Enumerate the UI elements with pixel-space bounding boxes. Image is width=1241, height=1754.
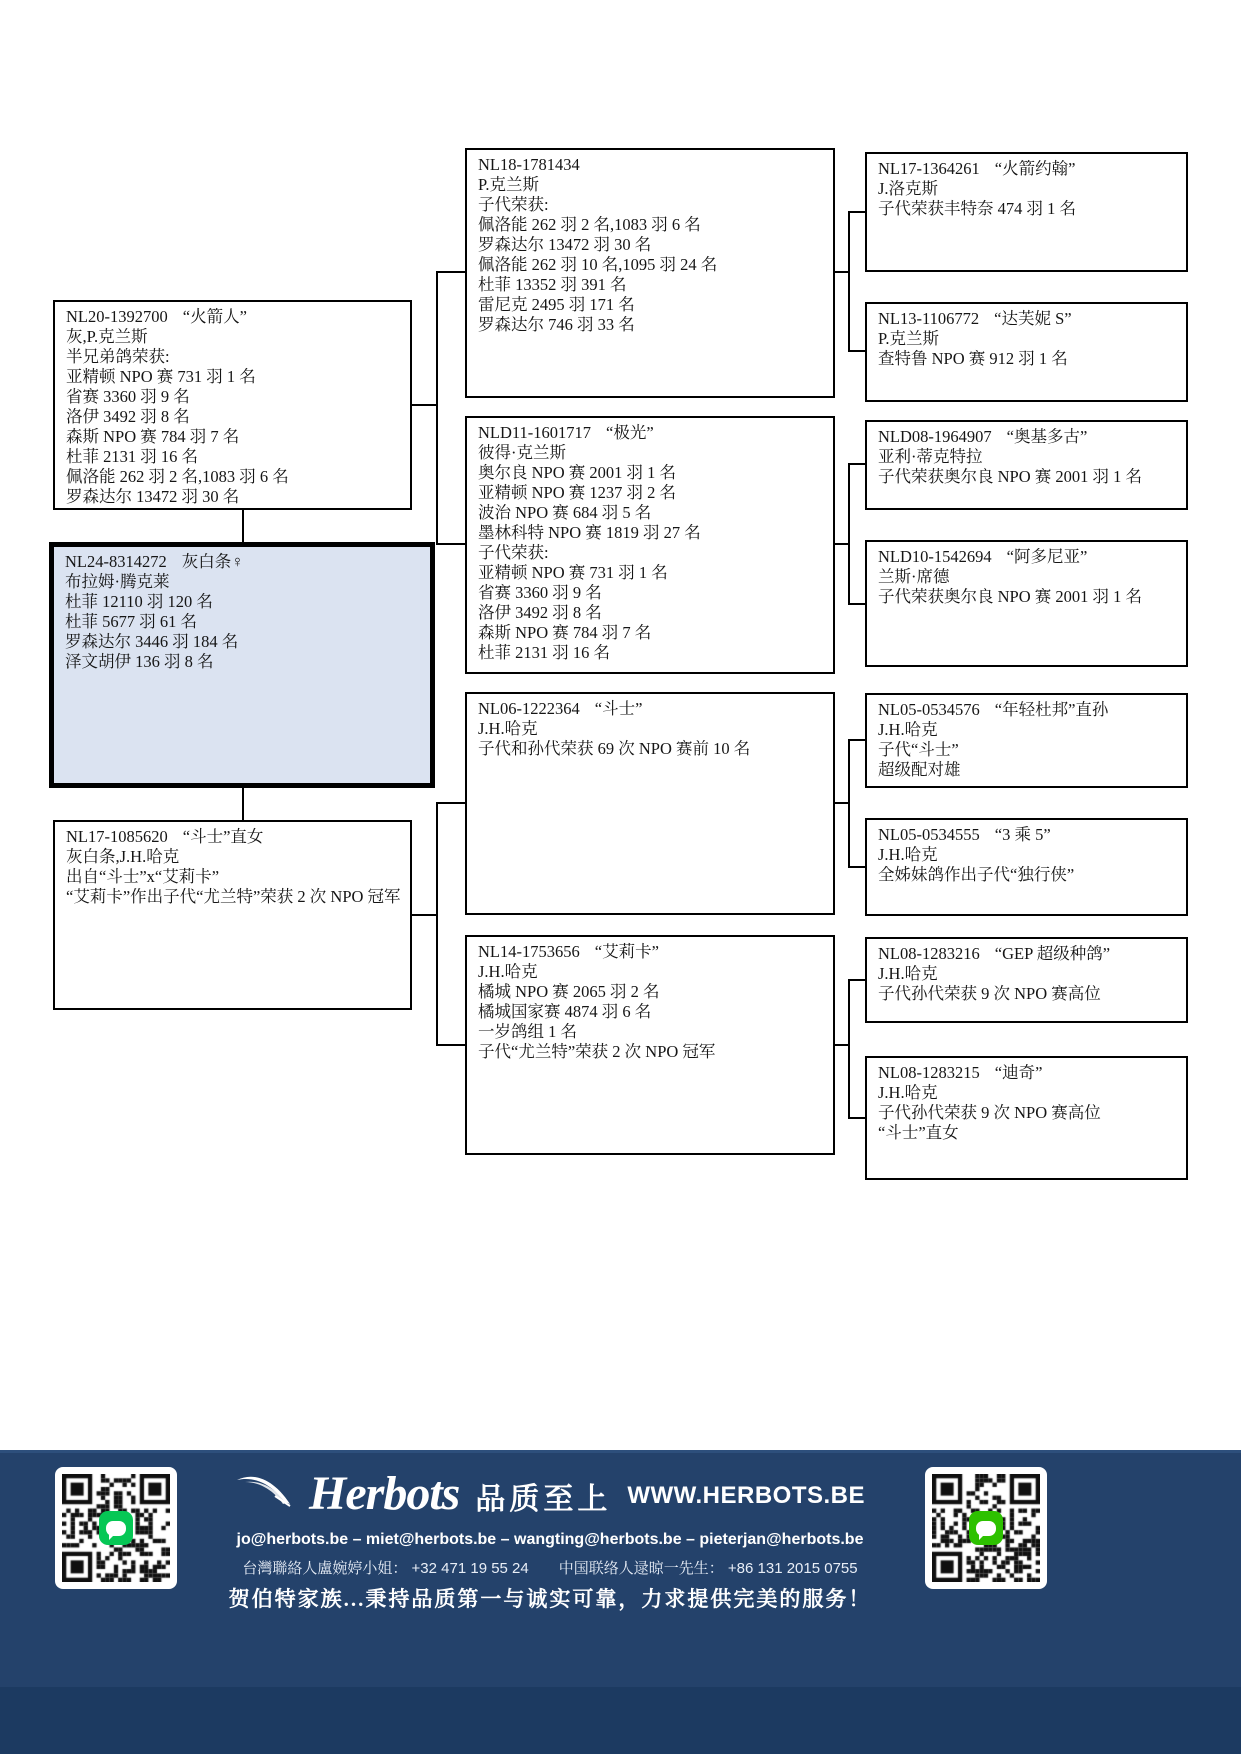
- ring-number: NL08-1283215: [878, 1063, 980, 1082]
- box-line: 灰白条,J.H.哈克: [66, 847, 180, 866]
- connector-line: [436, 543, 467, 545]
- box-line: 子代“尤兰特”荣获 2 次 NPO 冠军: [478, 1042, 716, 1061]
- box-line: 杜菲 2131 羽 16 名: [478, 643, 610, 662]
- ring-number: NL14-1753656: [478, 942, 580, 961]
- box-header: [878, 309, 1160, 329]
- box-line: “艾莉卡”作出子代“尤兰特”荣获 2 次 NPO 冠军: [66, 887, 401, 906]
- box-header: [878, 547, 1160, 567]
- connector-line: [848, 1117, 865, 1119]
- box-header: [878, 944, 1160, 964]
- connector-line: [848, 739, 865, 741]
- box-line: 出自“斗士”x“艾莉卡”: [66, 867, 220, 886]
- box-line: 雷尼克 2495 羽 171 名: [478, 295, 635, 314]
- box-line: P.克兰斯: [878, 329, 939, 348]
- box-line: 罗森达尔 3446 羽 184 名: [65, 632, 239, 651]
- ring-number: NL24-8314272: [65, 552, 167, 571]
- box-line: 布拉姆·腾克莱: [65, 572, 170, 591]
- box-line: J.H.哈克: [478, 962, 538, 981]
- connector-line: [848, 979, 865, 981]
- box-details: [66, 327, 402, 507]
- email-addresses: jo@herbots.be – miet@herbots.be – wangting@herbots.be – pieterjan@herbots.be: [236, 1531, 864, 1548]
- box-details: [478, 962, 825, 1062]
- box-details: [478, 443, 825, 663]
- box-header: [478, 155, 825, 175]
- pedigree-box-nl20-1392700: [53, 300, 412, 510]
- box-line: 杜菲 5677 羽 61 名: [65, 612, 197, 631]
- website-url: WWW.HERBOTS.BE: [627, 1482, 865, 1509]
- connector-line: [848, 463, 865, 465]
- pedigree-box-nl18-1781434: [465, 148, 835, 398]
- box-line: 罗森达尔 746 羽 33 名: [478, 315, 635, 334]
- feather-icon: [235, 1470, 293, 1510]
- pedigree-box-nl17-1364261: [865, 152, 1188, 272]
- pedigree-box-nl13-1106772: [865, 302, 1188, 402]
- box-line: 橘城国家赛 4874 羽 6 名: [478, 1002, 652, 1021]
- box-line: 彼得·克兰斯: [478, 443, 566, 462]
- family-slogan: 贺伯特家族...秉持品质第一与诚实可靠，力求提供完美的服务！: [228, 1587, 872, 1611]
- pigeon-name: “奥基多古”: [1006, 427, 1088, 446]
- pigeon-name: “极光”: [606, 423, 654, 442]
- contact-phone-line: 台灣聯絡人盧婉婷小姐： +32 471 19 55 24 中国联络人逯晾一先生： +86 131 2015 0755: [242, 1560, 858, 1577]
- box-line: 罗森达尔 13472 羽 30 名: [478, 235, 652, 254]
- box-details: [878, 1083, 1160, 1143]
- line-messenger-icon: [99, 1511, 133, 1545]
- box-header: [878, 159, 1160, 179]
- box-line: J.H.哈克: [478, 719, 538, 738]
- box-header: [66, 827, 402, 847]
- footer-bottom-strip: [0, 1687, 1241, 1754]
- pedigree-box-nl08-1283215: [865, 1056, 1188, 1180]
- box-header: [878, 825, 1160, 845]
- box-line: “斗士”直女: [878, 1123, 959, 1142]
- pedigree-box-subject-nl24-8314272: [49, 542, 435, 788]
- ring-number: NL17-1364261: [878, 159, 980, 178]
- ring-number: NLD08-1964907: [878, 427, 992, 446]
- box-line: 橘城 NPO 赛 2065 羽 2 名: [478, 982, 660, 1001]
- box-details: [878, 447, 1160, 487]
- pigeon-name: “3 乘 5”: [994, 825, 1051, 844]
- box-line: 佩洛能 262 羽 2 名,1083 羽 6 名: [478, 215, 701, 234]
- box-line: 灰,P.克兰斯: [66, 327, 148, 346]
- box-line: 一岁鸽组 1 名: [478, 1022, 577, 1041]
- box-line: 杜菲 13352 羽 391 名: [478, 275, 627, 294]
- box-line: 超级配对雄: [878, 760, 961, 779]
- box-details: [878, 845, 1160, 885]
- box-details: [878, 329, 1160, 369]
- box-line: 泽文胡伊 136 羽 8 名: [65, 652, 214, 671]
- connector-line: [436, 802, 438, 1046]
- box-line: 亚利·蒂克特拉: [878, 447, 983, 466]
- pigeon-name: “GEP 超级种鸽”: [994, 944, 1111, 963]
- box-header: [878, 1063, 1160, 1083]
- pigeon-name: “艾莉卡”: [594, 942, 659, 961]
- connector-line: [412, 404, 438, 406]
- box-line: 洛伊 3492 羽 8 名: [66, 407, 190, 426]
- wechat-icon: [969, 1511, 1003, 1545]
- box-line: 佩洛能 262 羽 2 名,1083 羽 6 名: [66, 467, 289, 486]
- pedigree-box-nld08-1964907: [865, 420, 1188, 510]
- box-line: 亚精顿 NPO 赛 1237 羽 2 名: [478, 483, 677, 502]
- box-details: [478, 175, 825, 335]
- box-line: 全姊妹鸽作出子代“独行侠”: [878, 865, 1075, 884]
- brand-row: [185, 1453, 915, 1527]
- connector-line: [848, 211, 850, 352]
- connector-line: [436, 802, 467, 804]
- box-line: 子代荣获:: [478, 195, 549, 214]
- ring-number: NL18-1781434: [478, 155, 580, 174]
- qr-code-wechat: [925, 1467, 1047, 1589]
- box-details: [478, 719, 825, 759]
- connector-line: [848, 350, 865, 352]
- box-line: 森斯 NPO 赛 784 羽 7 名: [478, 623, 652, 642]
- ring-number: NL13-1106772: [878, 309, 980, 328]
- box-line: 子代荣获奥尔良 NPO 赛 2001 羽 1 名: [878, 467, 1143, 486]
- connector-line: [848, 211, 865, 213]
- box-line: 子代荣获丰特奈 474 羽 1 名: [878, 199, 1076, 218]
- box-line: J.H.哈克: [878, 964, 938, 983]
- connector-line: [242, 510, 244, 544]
- herbots-logo: Herbots: [309, 1467, 460, 1520]
- pigeon-name: “火箭人”: [182, 307, 247, 326]
- ring-number: NLD11-1601717: [478, 423, 592, 442]
- box-line: 佩洛能 262 羽 10 名,1095 羽 24 名: [478, 255, 718, 274]
- pedigree-box-nl08-1283216: [865, 937, 1188, 1023]
- pigeon-name: “达芙妮 S”: [994, 309, 1072, 328]
- pigeon-name: “年轻杜邦”直孙: [994, 700, 1109, 719]
- box-line: 森斯 NPO 赛 784 羽 7 名: [66, 427, 240, 446]
- pigeon-name: “迪奇”: [994, 1063, 1043, 1082]
- box-line: 半兄弟鸽荣获:: [66, 347, 170, 366]
- box-line: J.H.哈克: [878, 1083, 938, 1102]
- pedigree-box-nl14-1753656: [465, 935, 835, 1155]
- pigeon-name: “火箭约翰”: [994, 159, 1076, 178]
- box-line: 查特鲁 NPO 赛 912 羽 1 名: [878, 349, 1068, 368]
- connector-line: [436, 271, 467, 273]
- box-line: 墨林科特 NPO 赛 1819 羽 27 名: [478, 523, 701, 542]
- box-details: [66, 847, 402, 907]
- connector-line: [848, 866, 865, 868]
- ring-number: NLD10-1542694: [878, 547, 992, 566]
- connector-line: [848, 739, 850, 868]
- pedigree-box-nld10-1542694: [865, 540, 1188, 667]
- box-line: 子代孙代荣获 9 次 NPO 赛高位: [878, 984, 1101, 1003]
- ring-number: NL17-1085620: [66, 827, 168, 846]
- ring-number: NL05-0534555: [878, 825, 980, 844]
- box-line: 杜菲 2131 羽 16 名: [66, 447, 198, 466]
- pedigree-box-nl05-0534576: [865, 693, 1188, 788]
- box-line: 亚精顿 NPO 赛 731 羽 1 名: [478, 563, 668, 582]
- footer-band: [0, 1450, 1241, 1754]
- pedigree-box-nl05-0534555: [865, 818, 1188, 916]
- box-details: [878, 567, 1160, 607]
- ring-number: NL20-1392700: [66, 307, 168, 326]
- box-header: [65, 552, 422, 572]
- box-line: 子代荣获:: [478, 543, 549, 562]
- box-line: 罗森达尔 13472 羽 30 名: [66, 487, 240, 506]
- box-line: 奥尔良 NPO 赛 2001 羽 1 名: [478, 463, 677, 482]
- ring-number: NL05-0534576: [878, 700, 980, 719]
- ring-number: NL08-1283216: [878, 944, 980, 963]
- connector-line: [412, 914, 438, 916]
- qr-code-line: [55, 1467, 177, 1589]
- box-line: 兰斯·席德: [878, 567, 950, 586]
- box-line: 洛伊 3492 羽 8 名: [478, 603, 602, 622]
- box-header: [878, 427, 1160, 447]
- box-line: P.克兰斯: [478, 175, 539, 194]
- box-line: 子代荣获奥尔良 NPO 赛 2001 羽 1 名: [878, 587, 1143, 606]
- connector-line: [436, 1044, 467, 1046]
- box-line: J.H.哈克: [878, 845, 938, 864]
- box-line: 杜菲 12110 羽 120 名: [65, 592, 213, 611]
- box-header: [478, 423, 825, 443]
- pigeon-name: “阿多尼亚”: [1006, 547, 1088, 566]
- box-header: [478, 942, 825, 962]
- box-header: [478, 699, 825, 719]
- pedigree-box-nl06-1222364: [465, 692, 835, 915]
- pedigree-box-nld11-1601717: [465, 416, 835, 674]
- box-line: 省赛 3360 羽 9 名: [478, 583, 602, 602]
- box-details: [65, 572, 422, 672]
- box-details: [878, 720, 1160, 780]
- box-details: [878, 964, 1160, 1004]
- box-line: 子代“斗士”: [878, 740, 959, 759]
- connector-line: [848, 463, 850, 605]
- connector-line: [436, 271, 438, 545]
- box-details: [878, 179, 1160, 219]
- footer-content: [185, 1453, 915, 1611]
- box-line: 子代和孙代荣获 69 次 NPO 赛前 10 名: [478, 739, 751, 758]
- pedigree-box-nl17-1085620: [53, 820, 412, 1010]
- connector-line: [242, 786, 244, 822]
- pigeon-name: 灰白条♀: [181, 552, 244, 571]
- pigeon-name: “斗士”直女: [182, 827, 264, 846]
- box-line: 省赛 3360 羽 9 名: [66, 387, 190, 406]
- ring-number: NL06-1222364: [478, 699, 580, 718]
- connector-line: [848, 603, 865, 605]
- box-header: [66, 307, 402, 327]
- box-header: [878, 700, 1160, 720]
- connector-line: [848, 979, 850, 1119]
- box-line: 亚精顿 NPO 赛 731 羽 1 名: [66, 367, 256, 386]
- pigeon-name: “斗士”: [594, 699, 643, 718]
- box-line: J.H.哈克: [878, 720, 938, 739]
- box-line: J.洛克斯: [878, 179, 939, 198]
- box-line: 子代孙代荣获 9 次 NPO 赛高位: [878, 1103, 1101, 1122]
- box-line: 波治 NPO 赛 684 羽 5 名: [478, 503, 652, 522]
- brand-slogan-cn: 品质至上: [475, 1483, 612, 1516]
